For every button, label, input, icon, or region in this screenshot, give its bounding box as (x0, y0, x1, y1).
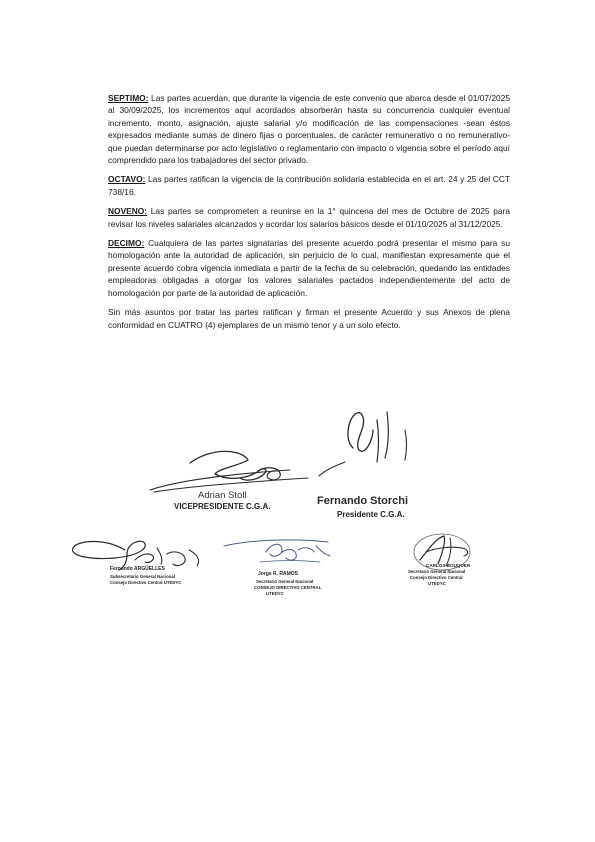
signatory-organization: CONSEJO DIRECTIVO CENTRAL (254, 585, 322, 590)
handwritten-signature-storchi (315, 400, 435, 490)
signatory-union: UTEDYC (428, 581, 446, 586)
signature-block-arguelles (65, 530, 215, 600)
clause-text: Las partes acuerdan, que durante la vigencia de este convenio que abarca desde el 01/07/2025 al 30/09/2025, los incrementos aquí acordados absorberán hasta su concurrencia cualquier eventual incremento, monto, asignación, ajuste salarial y/o modificación de las compensaciones -sean éstos expresados mediante sumas de dinero fijas o porcentuales, de carácter remunerativo o no remunerativo- que puedan determinarse por acto legislativo o reglamentario con impacto o vigencia sobre el período aquí comprendido para los trabajadores del sector privado. (108, 93, 510, 166)
signatory-name: Fernando ARGÜELLES (110, 566, 165, 572)
clause-heading: NOVENO: (108, 206, 148, 217)
clause-heading: SEPTIMO: (108, 93, 149, 103)
clause-text: Las partes se comprometen a reunirse en la 1° quincena del mes de Octubre de 2025 para revisar los niveles salariales alcanzados y acordar los salarios básicos desde el 01/10/2025 al 31/12/2025. (108, 206, 510, 229)
clause-octavo (108, 173, 510, 198)
signature-block-stoll (140, 430, 320, 520)
signatory-title: Presidente C.G.A. (337, 510, 405, 519)
clauses-section (108, 92, 510, 338)
clause-text: Cualquiera de las partes signatarias del presente acuerdo podrá presentar el mismo para su homologación ante la autoridad de aplicación, sin perjuicio de lo cual, manifiestan expresamente que el presente acuerdo cobra vigencia inmediata a partir de la fecha de su celebración, quedando las entidades empleadoras obligadas a otorgar los valores salariales pactados independientemente del acto de homologación por parte de la autoridad de aplicación. (108, 238, 510, 298)
signature-block-bouquer (400, 530, 500, 600)
signatory-organization: Consejo Directivo Central UTEDYC (110, 580, 182, 585)
signature-block-ramos (220, 532, 340, 602)
signatory-name: Jorge R. RAMOS (258, 571, 299, 577)
signatory-name: Adrian Stoll (198, 490, 247, 501)
clause-text: Sin más asuntos por tratar las partes ratifican y firman el presente Acuerdo y sus Anexos de plena conformidad en CUATRO (4) ejemplares de un mismo tenor y a un solo efecto. (108, 307, 510, 330)
signatory-organization: Consejo Directivo Central (410, 575, 463, 580)
signatory-position: Secretario General Nacional (256, 579, 314, 584)
signatory-name: Fernando Storchi (317, 495, 409, 507)
clause-noveno (108, 205, 510, 230)
clause-decimo (108, 237, 510, 299)
signature-block-storchi (315, 400, 435, 525)
handwritten-signature-ramos (220, 532, 340, 572)
signatory-union: UTEDYC (266, 591, 284, 596)
clause-heading: OCTAVO: (108, 174, 146, 185)
clause-text: Las partes ratifican la vigencia de la contribución solidaria establecida en el art. 24 y 25 del CCT 738/16. (108, 174, 510, 197)
closing-paragraph (108, 306, 510, 331)
signatory-position: Subsecretario General Nacional (110, 574, 175, 579)
clause-heading: DECIMO: (108, 238, 145, 249)
signatory-position: Secretario General Nacional (408, 569, 466, 574)
signatory-title: VICEPRESIDENTE C.G.A. (174, 502, 271, 511)
clause-septimo (108, 92, 510, 166)
signatory-name: CARLOS BOUQUER (426, 563, 471, 568)
